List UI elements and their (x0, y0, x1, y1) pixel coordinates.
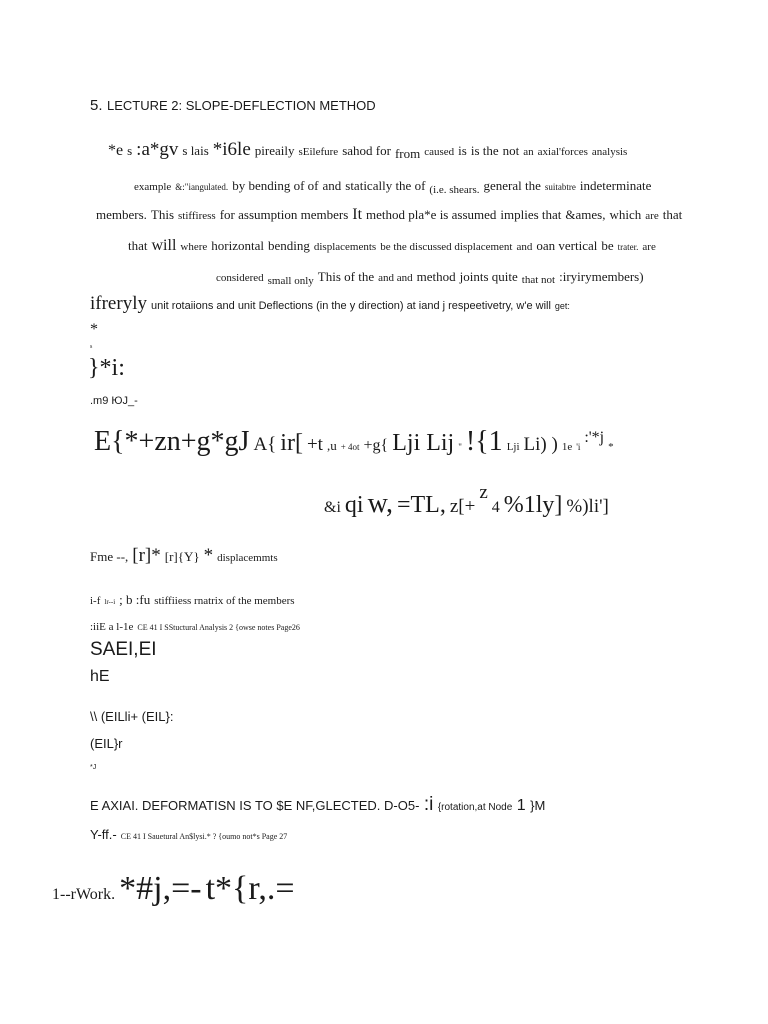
work-line (52, 872, 295, 906)
brace-i: }*i: (88, 355, 125, 381)
text-fragment: *e (108, 142, 124, 159)
paragraph-line-6 (90, 294, 570, 313)
text-fragment: displacements (313, 241, 377, 253)
text-fragment: axial'forces (537, 146, 588, 158)
equation-1 (94, 428, 614, 456)
eq-fragment: Lji Lij (392, 430, 455, 456)
eq-fragment: 1e (561, 441, 573, 453)
text-fragment: &ames, (565, 207, 606, 222)
eq-fragment: %)li'] (566, 496, 609, 517)
page-footer-26 (90, 618, 300, 634)
text-fragment: indeterminate (579, 178, 652, 193)
text-fragment: E AXIAI. DEFORMATISN IS TO $E NF,GLECTED. D-O5- (90, 798, 420, 813)
text-fragment: This of the (317, 269, 375, 284)
j-mark: *J (90, 764, 97, 771)
text-fragment: implies that (500, 207, 562, 222)
text-fragment: and (322, 178, 342, 193)
eq-fragment: 'i (576, 442, 581, 452)
eq-fragment: * (608, 441, 614, 453)
eq-fragment: E{*+zn+g*gJ (94, 426, 250, 457)
text-fragment: method (416, 269, 456, 284)
eq-fragment: z[+ (449, 496, 476, 517)
eq-fragment: Lji (506, 441, 520, 453)
text-fragment: caused (424, 146, 455, 158)
text-fragment: bending (267, 238, 310, 253)
equation-2 (324, 482, 609, 519)
text-fragment: is (458, 143, 467, 158)
eq-fragment: 4 (491, 499, 500, 516)
paragraph-line-4 (128, 238, 656, 254)
fme-line (90, 546, 278, 565)
text-fragment: method pla*e is assumed (366, 207, 497, 222)
text-fragment: {rotation,at Node (437, 802, 513, 813)
stray-dot: s (90, 344, 93, 350)
eq-fragment: :'*j (584, 429, 605, 446)
text-fragment: ; b :fu (119, 592, 151, 607)
text-fragment: :iryirymembers) (559, 269, 644, 284)
text-fragment: where (180, 241, 208, 253)
eq-fragment: !{1 (465, 426, 503, 457)
text-fragment: get: (554, 301, 570, 311)
eq-fragment: qi (344, 492, 364, 518)
text-fragment: unit rotaiions and unit Deflections (in the y direction) at iand j respeetivetry, w'e will (150, 300, 551, 312)
section-heading (90, 98, 376, 114)
text-fragment: t*{r,.= (205, 870, 295, 907)
text-fragment: :a*gv (136, 139, 179, 160)
text-fragment: trater. (617, 242, 639, 252)
text-fragment: be (601, 238, 614, 253)
text-fragment: statically the of (345, 178, 426, 193)
text-fragment: displacemmts (217, 552, 278, 564)
text-fragment: members. (96, 207, 147, 222)
paragraph-line-2 (134, 178, 651, 194)
text-fragment: are (645, 210, 659, 222)
text-fragment: s lais (182, 143, 209, 158)
eq-fragment: + 4ot (340, 442, 360, 452)
text-fragment: CE 41 I Sauetural An$lysi.* ? {oumo not*s Page 27 (120, 832, 288, 841)
text-fragment: that not (521, 274, 556, 286)
text-fragment: * (203, 545, 214, 566)
text-fragment: *i6le (212, 139, 251, 160)
text-fragment: and and (378, 272, 413, 284)
eq-fragment: =TL, (396, 492, 446, 518)
text-fragment: pireaily (254, 143, 295, 158)
text-fragment: sahod for (342, 143, 391, 158)
text-fragment: for assumption members (219, 207, 349, 222)
text-fragment: an (523, 146, 534, 158)
eq-fragment: w, (367, 488, 393, 519)
text-fragment: &:"iangulated. (175, 182, 229, 192)
text-fragment: suitabtre (544, 182, 576, 192)
text-fragment: that (662, 207, 683, 222)
stiffness-line (90, 592, 295, 608)
text-fragment: This (150, 207, 175, 222)
text-fragment: are (642, 241, 656, 253)
eq-fragment: &i (324, 499, 341, 516)
text-fragment: small only (267, 275, 314, 287)
stray-star: * (90, 321, 98, 338)
heading-number: 5. (90, 97, 103, 114)
text-fragment: :i (423, 794, 434, 815)
text-fragment: 1 (516, 797, 526, 814)
text-fragment: by bending of of (232, 178, 319, 193)
text-fragment: lr--i (104, 598, 116, 606)
text-fragment: horizontal (211, 238, 264, 253)
text-fragment: oan vertical (536, 238, 598, 253)
text-fragment: :iiE a l-1e (90, 621, 134, 633)
text-fragment: analysis (591, 146, 628, 158)
heading-text: LECTURE 2: SLOPE-DEFLECTION METHOD (106, 98, 376, 113)
text-fragment: stiffiiess rnatrix of the members (154, 595, 295, 607)
text-fragment: *#j,=- (119, 870, 202, 907)
eq-fragment: " (458, 442, 462, 452)
eq-fragment: ir[ (280, 430, 303, 456)
text-fragment: Y-ff.- (90, 827, 117, 842)
m9-fragment: .m9 ЮJ_- (90, 395, 138, 407)
text-fragment: s (127, 143, 133, 158)
text-fragment: 1--rWork. (52, 886, 116, 903)
eq-fragment: Li) ) (523, 434, 558, 455)
eq-fragment: z (479, 482, 488, 503)
text-fragment: i-f (90, 595, 101, 607)
eil-line-2: (EIL}r (90, 736, 123, 751)
text-fragment: }M (530, 798, 546, 813)
eq-fragment: %1ly] (503, 492, 563, 518)
eq-fragment: ,u (326, 438, 337, 453)
text-fragment: which (609, 207, 642, 222)
paragraph-line-5 (216, 269, 644, 285)
text-fragment: stiffiress (178, 210, 216, 222)
text-fragment: and (516, 241, 533, 253)
text-fragment: that (128, 238, 148, 253)
eq-fragment: +t (306, 434, 323, 455)
text-fragment: be the discussed displacement (380, 241, 513, 253)
text-fragment: Fme --, (90, 549, 129, 564)
eq-fragment: +g{ (363, 437, 389, 454)
text-fragment: It (352, 206, 363, 223)
he-line: hE (90, 668, 110, 685)
text-fragment: is the (470, 143, 499, 158)
text-fragment: (i.e. shears. (429, 184, 480, 196)
eq-fragment: A{ (253, 434, 277, 455)
text-fragment: [r]* (132, 545, 161, 566)
page-footer-27 (90, 827, 287, 843)
paragraph-line-3 (96, 207, 682, 223)
text-fragment: CE 41 I SStuctural Analysis 2 {owse notes Page26 (137, 623, 300, 632)
eil-line-1: \\ (EILli+ (EIL}: (90, 709, 174, 724)
text-fragment: will (151, 237, 177, 254)
text-fragment: joints quite (459, 269, 518, 284)
text-fragment: considered (216, 272, 264, 284)
text-fragment: example (134, 181, 172, 193)
text-fragment: ifreryly (90, 293, 147, 314)
axial-line (90, 795, 545, 814)
text-fragment: sEilefure (298, 146, 339, 158)
saei-line: SAEI,EI (90, 639, 157, 660)
text-fragment: general the (483, 178, 541, 193)
text-fragment: from (394, 146, 421, 161)
text-fragment: [r]{Y} (164, 549, 200, 564)
paragraph-line-1 (108, 140, 627, 159)
text-fragment: not (502, 143, 520, 158)
